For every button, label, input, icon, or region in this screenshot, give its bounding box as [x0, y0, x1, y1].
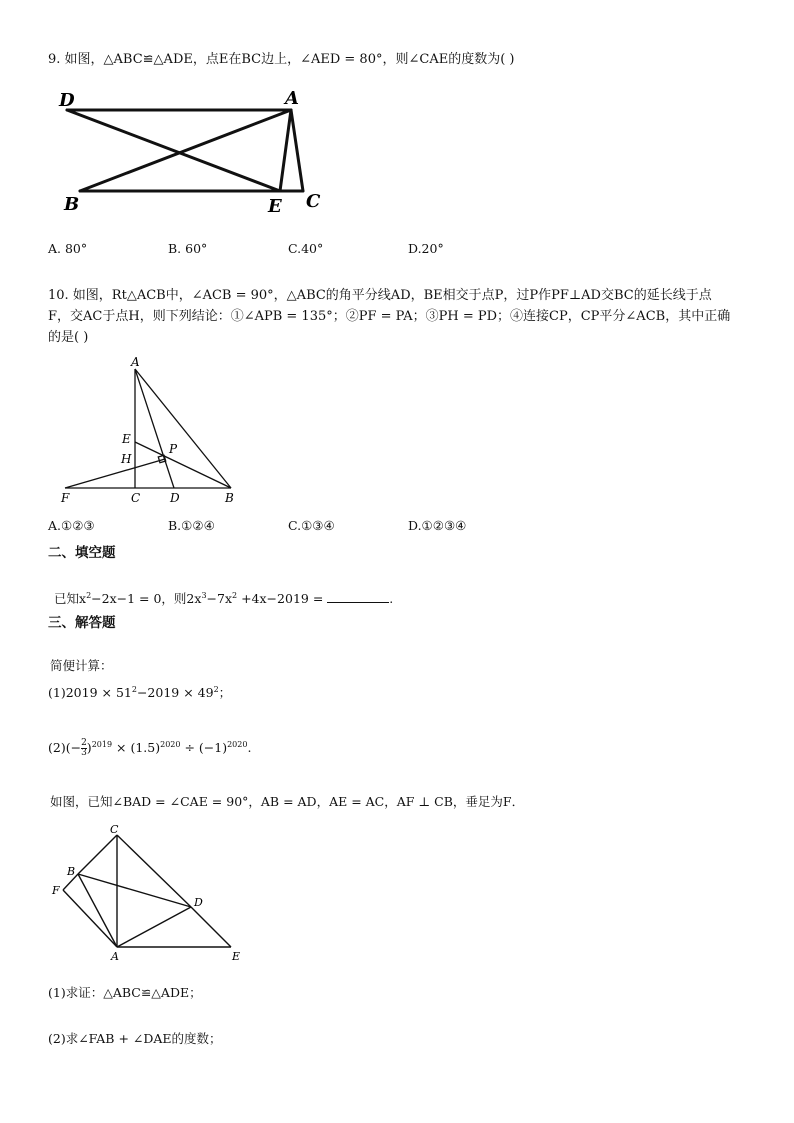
q10-option-b: B.①②④ — [168, 518, 215, 533]
calc-title: 简便计算： — [50, 658, 113, 673]
q9-label-a: A — [285, 88, 299, 109]
q10-label-f: F — [61, 491, 70, 505]
q9-label-d: D — [59, 90, 75, 111]
q9-label-c: C — [306, 191, 321, 212]
calc-item-1: $(1)2019 \times 51^2-2019 \times 49^2$； — [48, 685, 232, 701]
q9-option-a: A. 80° — [48, 241, 88, 256]
q10-stem-line2: F，交AC于点H，则下列结论：①∠APB = 135°；②PF = PA；③PH = PD；④连接CP，CP平分∠ACB，其中正确 — [48, 309, 731, 324]
q9-option-d: D.20° — [408, 241, 444, 256]
q10-label-a: A — [131, 355, 140, 369]
q10-option-a: A.①②③ — [48, 518, 95, 533]
q9-figure — [55, 85, 335, 215]
geo-label-a: A — [111, 950, 119, 963]
q9-stem: 9. 如图，△ABC≌△ADE，点E在BC边上，∠AED = 80°，则∠CAE的度数为( ) — [48, 52, 515, 67]
q10-label-p: P — [169, 442, 178, 456]
fill-blank-question: 已知$x^2-2x-1 = 0$，则$2x^3-7x^2 +4x-2019$ = . — [54, 591, 394, 607]
q10-label-b: B — [225, 491, 234, 505]
sub-question-1: (1)求证：△ABC≌△ADE； — [48, 985, 202, 1000]
answer-blank[interactable] — [327, 590, 389, 603]
q10-figure — [55, 355, 255, 510]
geo-label-b: B — [67, 865, 76, 878]
calc-item-2: (2)(− $\frac{2}{3}$ )$^{2019} \times (1.5)^{2020} \div (-1)^{2020}$. — [48, 738, 252, 759]
geometry-figure — [50, 820, 250, 965]
q10-label-h: H — [121, 452, 132, 466]
sub-question-2: (2)求∠FAB + ∠DAE的度数； — [48, 1031, 222, 1046]
geometry-problem-stem: 如图，已知∠BAD = ∠CAE = 90°，AB = AD，AE = AC，AF ⊥ CB，垂足为F． — [50, 794, 525, 809]
q9-label-b: B — [64, 194, 80, 215]
q10-label-c: C — [131, 491, 141, 505]
q10-label-e: E — [122, 432, 131, 446]
section3-title: 三、解答题 — [48, 615, 116, 631]
q10-option-c: C.①③④ — [288, 518, 335, 533]
q10-stem-line3: 的是( ) — [48, 330, 89, 345]
geo-label-c: C — [110, 823, 119, 836]
fraction-two-thirds: $\frac{2}{3}$ — [81, 738, 87, 759]
section2-title: 二、填空题 — [48, 545, 116, 561]
geo-label-d: D — [194, 896, 203, 909]
q9-option-b: B. 60° — [168, 241, 208, 256]
geo-label-e: E — [232, 950, 241, 963]
q9-label-e: E — [268, 196, 282, 217]
q9-option-c: C.40° — [288, 241, 324, 256]
q10-label-d: D — [170, 491, 180, 505]
q10-stem-line1: 10. 如图，Rt△ACB中，∠ACB = 90°，△ABC的角平分线AD，BE相交于点P，过P作PF⊥AD交BC的延长线于点 — [48, 288, 712, 303]
q10-option-d: D.①②③④ — [408, 518, 467, 533]
geo-label-f: F — [52, 884, 60, 897]
